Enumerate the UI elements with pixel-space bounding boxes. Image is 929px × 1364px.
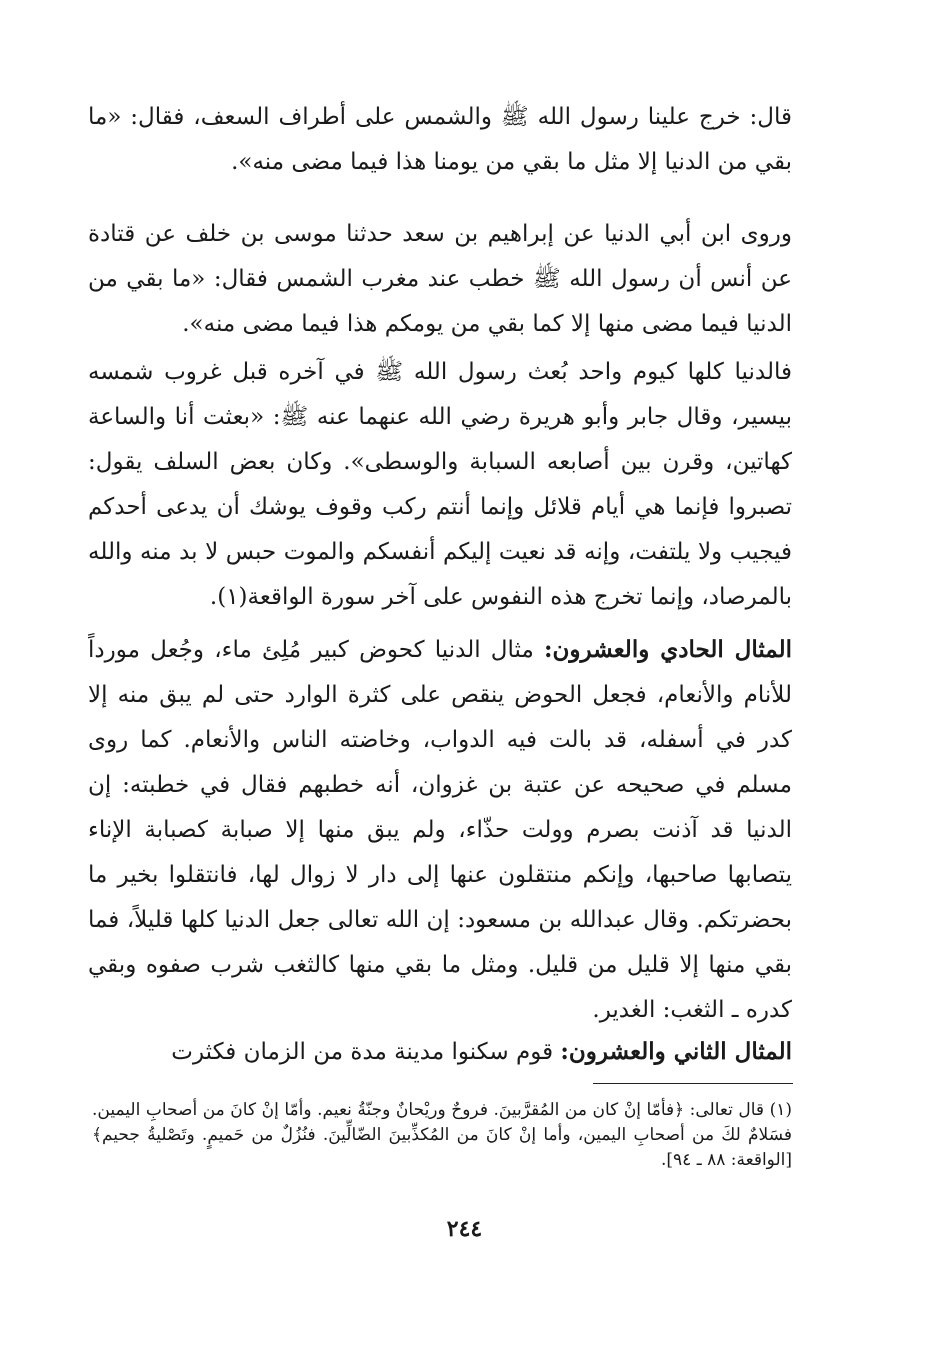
page-number: ٢٤٤ <box>446 1216 483 1242</box>
example-22-text: قوم سكنوا مدينة مدة من الزمان فكثرت <box>171 1039 561 1065</box>
paragraph-2-text: وروى ابن أبي الدنيا عن إبراهيم بن سعد حدثنا موسى بن خلف عن قتادة عن أنس أن رسول الله ﷺ خطب عند مغرب الشمس فقال: «ما بقي من الدنيا فيما مضى منها إلا كما بقي من يومكم هذا فيما مضى منه». <box>88 221 792 337</box>
footnote: (١) قال تعالى: ﴿فأمّا إنْ كان من المُقرَّبينَ. فروحٌ وريْحانٌ وجنّةُ نعيم. وأمّا إنْ كانَ من أصحابِ اليمين. فسَلامٌ لكَ من أصحابِ اليمين، وأما إنْ كانَ من المُكذِّبينَ الضّالِّينَ. فنُزُلٌ من حَميمٍ. وتَصْليةُ جحيم﴾ [الواقعة: ٨٨ ـ ٩٤]. <box>92 1100 792 1170</box>
example-21-heading: المثال الحادي والعشرون: <box>544 636 792 663</box>
paragraph-example-22 <box>88 1029 792 1075</box>
paragraph-3-text: فالدنيا كلها كيوم واحد بُعث رسول الله ﷺ في آخره قبل غروب شمسه بيسير، وقال جابر وأبو هريرة رضي الله عنهما عنه ﷺ: «بعثت أنا والساعة كهاتين، وقرن بين أصابعه السبابة والوسطى». وكان بعض السلف يقول: تصبروا فإنما هي أيام قلائل وإنما أنتم ركب وقوف يوشك أن يدعى أحدكم فيجيب ولا يلتفت، وإنه قد نعيت إليكم أنفسكم والموت حبس لا بد منه والله بالمرصاد، وإنما تخرج هذه النفوس على آخر سورة الواقعة(١). <box>88 359 792 610</box>
paragraph-1-text: قال: خرج علينا رسول الله ﷺ والشمس على أطراف السعف، فقال: «ما بقي من الدنيا إلا مثل ما بقي من يومنا هذا فيما مضى منه». <box>88 104 792 175</box>
example-21-text: مثال الدنيا كحوض كبير مُلِئ ماء، وجُعل مورداً للأنام والأنعام، فجعل الحوض ينقص على كثرة الوارد حتى لم يبق منه إلا كدر في أسفله، قد بالت فيه الدواب، وخاضته الناس والأنعام. كما روى مسلم في صحيحه عن عتبة بن غزوان، أنه خطبهم فقال في خطبته: إن الدنيا قد آذنت بصرم وولت حذّاء، ولم يبق منها إلا صبابة كصبابة الإناء يتصابها صاحبها، وإنكم منتقلون عنها إلى دار لا زوال لها، فانتقلوا بخير ما بحضرتكم. وقال عبدالله بن مسعود: إن الله تعالى جعل الدنيا كلها قليلاً، فما بقي منها إلا قليل من قليل. ومثل ما بقي منها كالثغب شرب صفوه وبقي كدره ـ الثغب: الغدير. <box>88 637 792 1023</box>
footnote-divider <box>593 1083 793 1084</box>
paragraph-1 <box>88 94 792 185</box>
paragraph-example-21 <box>88 627 792 1033</box>
paragraph-3 <box>88 349 792 620</box>
paragraph-2 <box>88 211 792 347</box>
example-22-heading: المثال الثاني والعشرون: <box>560 1038 792 1065</box>
